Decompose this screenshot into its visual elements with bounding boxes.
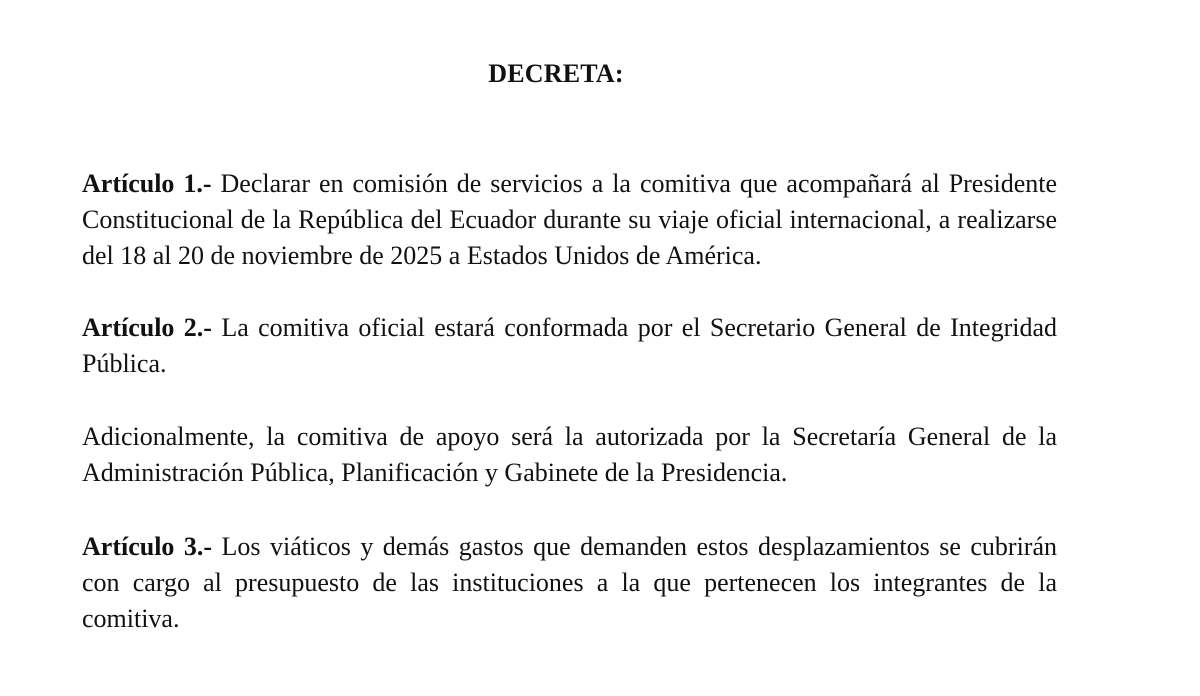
additional-text: Adicionalmente, la comitiva de apoyo será la autorizada por la Secretaría General de la Administración Pública, Planificación y Gabinete de la Presidencia. (82, 422, 1057, 487)
additional-paragraph (82, 419, 1057, 491)
article-3-label: Artículo 3.- (82, 532, 213, 561)
article-3-paragraph (82, 529, 1057, 637)
article-2-paragraph (82, 310, 1057, 382)
article-1-text: Declarar en comisión de servicios a la comitiva que acompañará al Presidente Constitucional de la República del Ecuador durante su viaje oficial internacional, a realizarse del 18 al 20 de noviembre de 2025 a Estados Unidos de América. (82, 169, 1057, 270)
decree-page (82, 0, 1057, 696)
article-1-label: Artículo 1.- (82, 169, 212, 198)
article-1-paragraph (82, 166, 1057, 274)
article-2-text: La comitiva oficial estará conformada por el Secretario General de Integridad Pública. (82, 313, 1057, 378)
decree-heading: DECRETA: (488, 59, 624, 88)
article-2-label: Artículo 2.- (82, 313, 212, 342)
article-3-text: Los viáticos y demás gastos que demanden estos desplazamientos se cubrirán con cargo al presupuesto de las instituciones a la que pertenecen los integrantes de la comitiva. (82, 532, 1057, 633)
